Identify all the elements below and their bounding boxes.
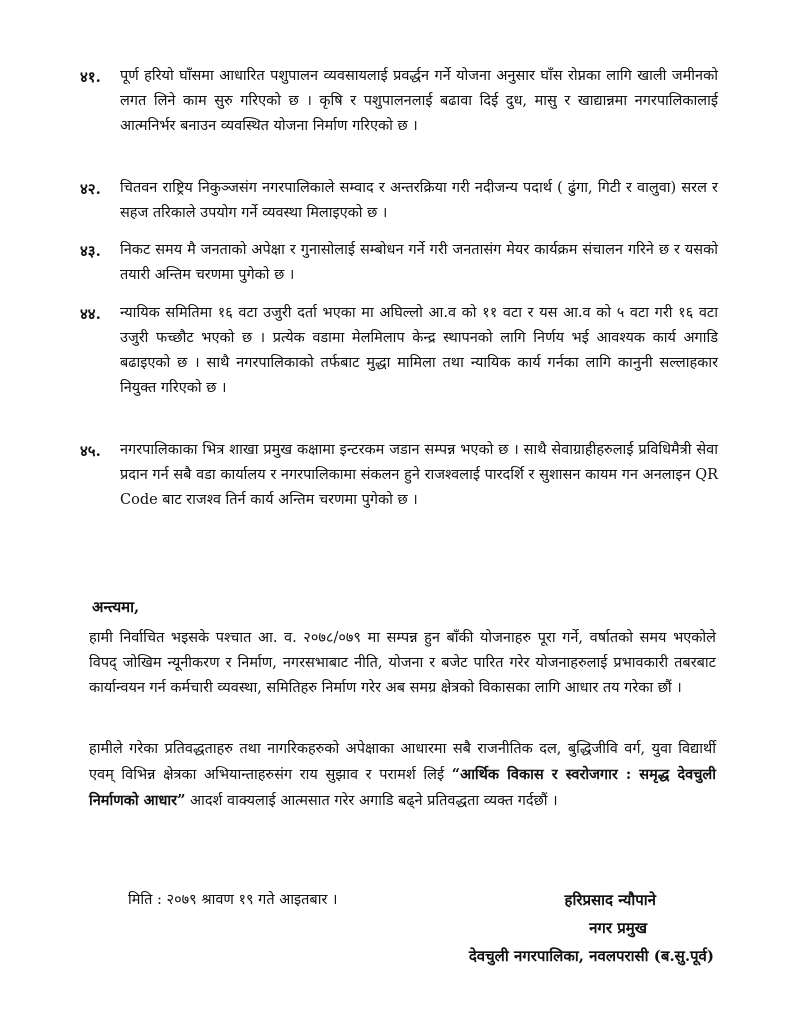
item-text: नगरपालिकाका भित्र शाखा प्रमुख कक्षामा इन्टरकम जडान सम्पन्न भएको छ । साथै सेवाग्राहीहरुलाई प्रविधिमैत्री सेवा प्रदान गर्न सबै वडा कार्यालय र नगरपालिकामा संकलन हुने राजश्वलाई पारदर्शि र सुशासन कायम गन अनलाइन QR Code बाट राजश्व तिर्न कार्य अन्तिम चरणमा पुगेको छ । bbox=[120, 442, 718, 508]
item-number: ४१. bbox=[80, 68, 101, 86]
commitment-paragraph bbox=[89, 737, 716, 814]
item-number: ४५. bbox=[80, 442, 101, 460]
list-item bbox=[80, 438, 720, 513]
item-text: न्यायिक समितिमा १६ वटा उजुरी दर्ता भएका मा अघिल्लो आ.व को ११ वटा र यस आ.व को ५ वटा गरी १६ वटा उजुरी फच्छौट भएको छ । प्रत्येक वडामा मेलमिलाप केन्द्र स्थापनको लागि निर्णय भई आवश्यक कार्य अगाडि बढाइएको छ । साथै नगरपालिकाको तर्फबाट मुद्धा मामिला तथा न्यायिक कार्य गर्नका लागि कानुनी सल्लाहकार नियुक्त गरिएको छ । bbox=[120, 305, 718, 396]
list-item bbox=[80, 64, 720, 139]
closing-heading: अन्त्यमा, bbox=[92, 598, 140, 616]
item-number: ४३. bbox=[80, 242, 101, 260]
list-item bbox=[80, 301, 720, 401]
closing-paragraph: हामी निर्वाचित भइसके पश्चात आ. व. २०७८/०७९ मा सम्पन्न हुन बाँकी योजनाहरु पूरा गर्ने, वर्षातको समय भएकोले विपद् जोखिम न्यूनीकरण र निर्माण, नगरसभाबाट नीति, योजना र बजेट पारित गरेर योजनाहरुलाई प्रभावकारी तबरबाट कार्यान्वयन गर्न कर्मचारी व्यवस्था, समितिहरु निर्माण गरेर अब समग्र क्षेत्रको विकासका लागि आधार तय गरेका छौं । bbox=[89, 630, 716, 696]
organization-name: देवचुली नगरपालिका, नवलपरासी (ब.सु.पूर्व) bbox=[468, 947, 714, 965]
item-number: ४२. bbox=[80, 180, 101, 198]
commitment-text: हामीले गरेका प्रतिवद्धताहरु तथा नागरिकहरुको अपेक्षाका आधारमा सबै राजनीतिक दल, बुद्धिजीवि वर्ग, युवा विद्यार्थी एवम् विभिन्न क्षेत्रका अभियान्ताहरुसंग राय सुझाव र परामर्श लिई bbox=[89, 741, 716, 783]
list-item bbox=[80, 238, 720, 288]
signatory-title: नगर प्रमुख bbox=[589, 919, 647, 937]
item-text: चितवन राष्ट्रिय निकुञ्जसंग नगरपालिकाले सम्वाद र अन्तरक्रिया गरी नदीजन्य पदार्थ ( ढुंगा, गिटी र वालुवा) सरल र सहज तरिकाले उपयोग गर्ने व्यवस्था मिलाइएको छ । bbox=[120, 180, 718, 221]
list-item bbox=[80, 176, 720, 226]
item-text: निकट समय मै जनताको अपेक्षा र गुनासोलाई सम्बोधन गर्ने गरी जनतासंग मेयर कार्यक्रम संचालन गरिने छ र यसको तयारी अन्तिम चरणमा पुगेको छ । bbox=[120, 242, 718, 283]
item-text: पूर्ण हरियो घाँसमा आधारित पशुपालन व्यवसायलाई प्रवर्द्धन गर्ने योजना अनुसार घाँस रोप्नका लागि खाली जमीनको लगत लिने काम सुरु गरिएको छ । कृषि र पशुपालनलाई बढावा दिई दुध, मासु र खाद्यान्नमा नगरपालिकालाई आत्मनिर्भर बनाउन व्यवस्थित योजना निर्माण गरिएको छ । bbox=[120, 68, 718, 134]
item-number: ४४. bbox=[80, 305, 101, 323]
date-line: मिति : २०७९ श्रावण १९ गते आइतबार । bbox=[128, 892, 338, 908]
commitment-text-end: आदर्श वाक्यलाई आत्मसात गरेर अगाडि बढ्ने प्रतिवद्धता व्यक्त गर्दछौं । bbox=[185, 793, 558, 809]
signatory-name: हरिप्रसाद न्यौपाने bbox=[564, 891, 656, 909]
motto-quote: “आर्थिक विकास र स्वरोजगार : समृद्ध देवचुली निर्माणको आधार” bbox=[89, 766, 716, 809]
